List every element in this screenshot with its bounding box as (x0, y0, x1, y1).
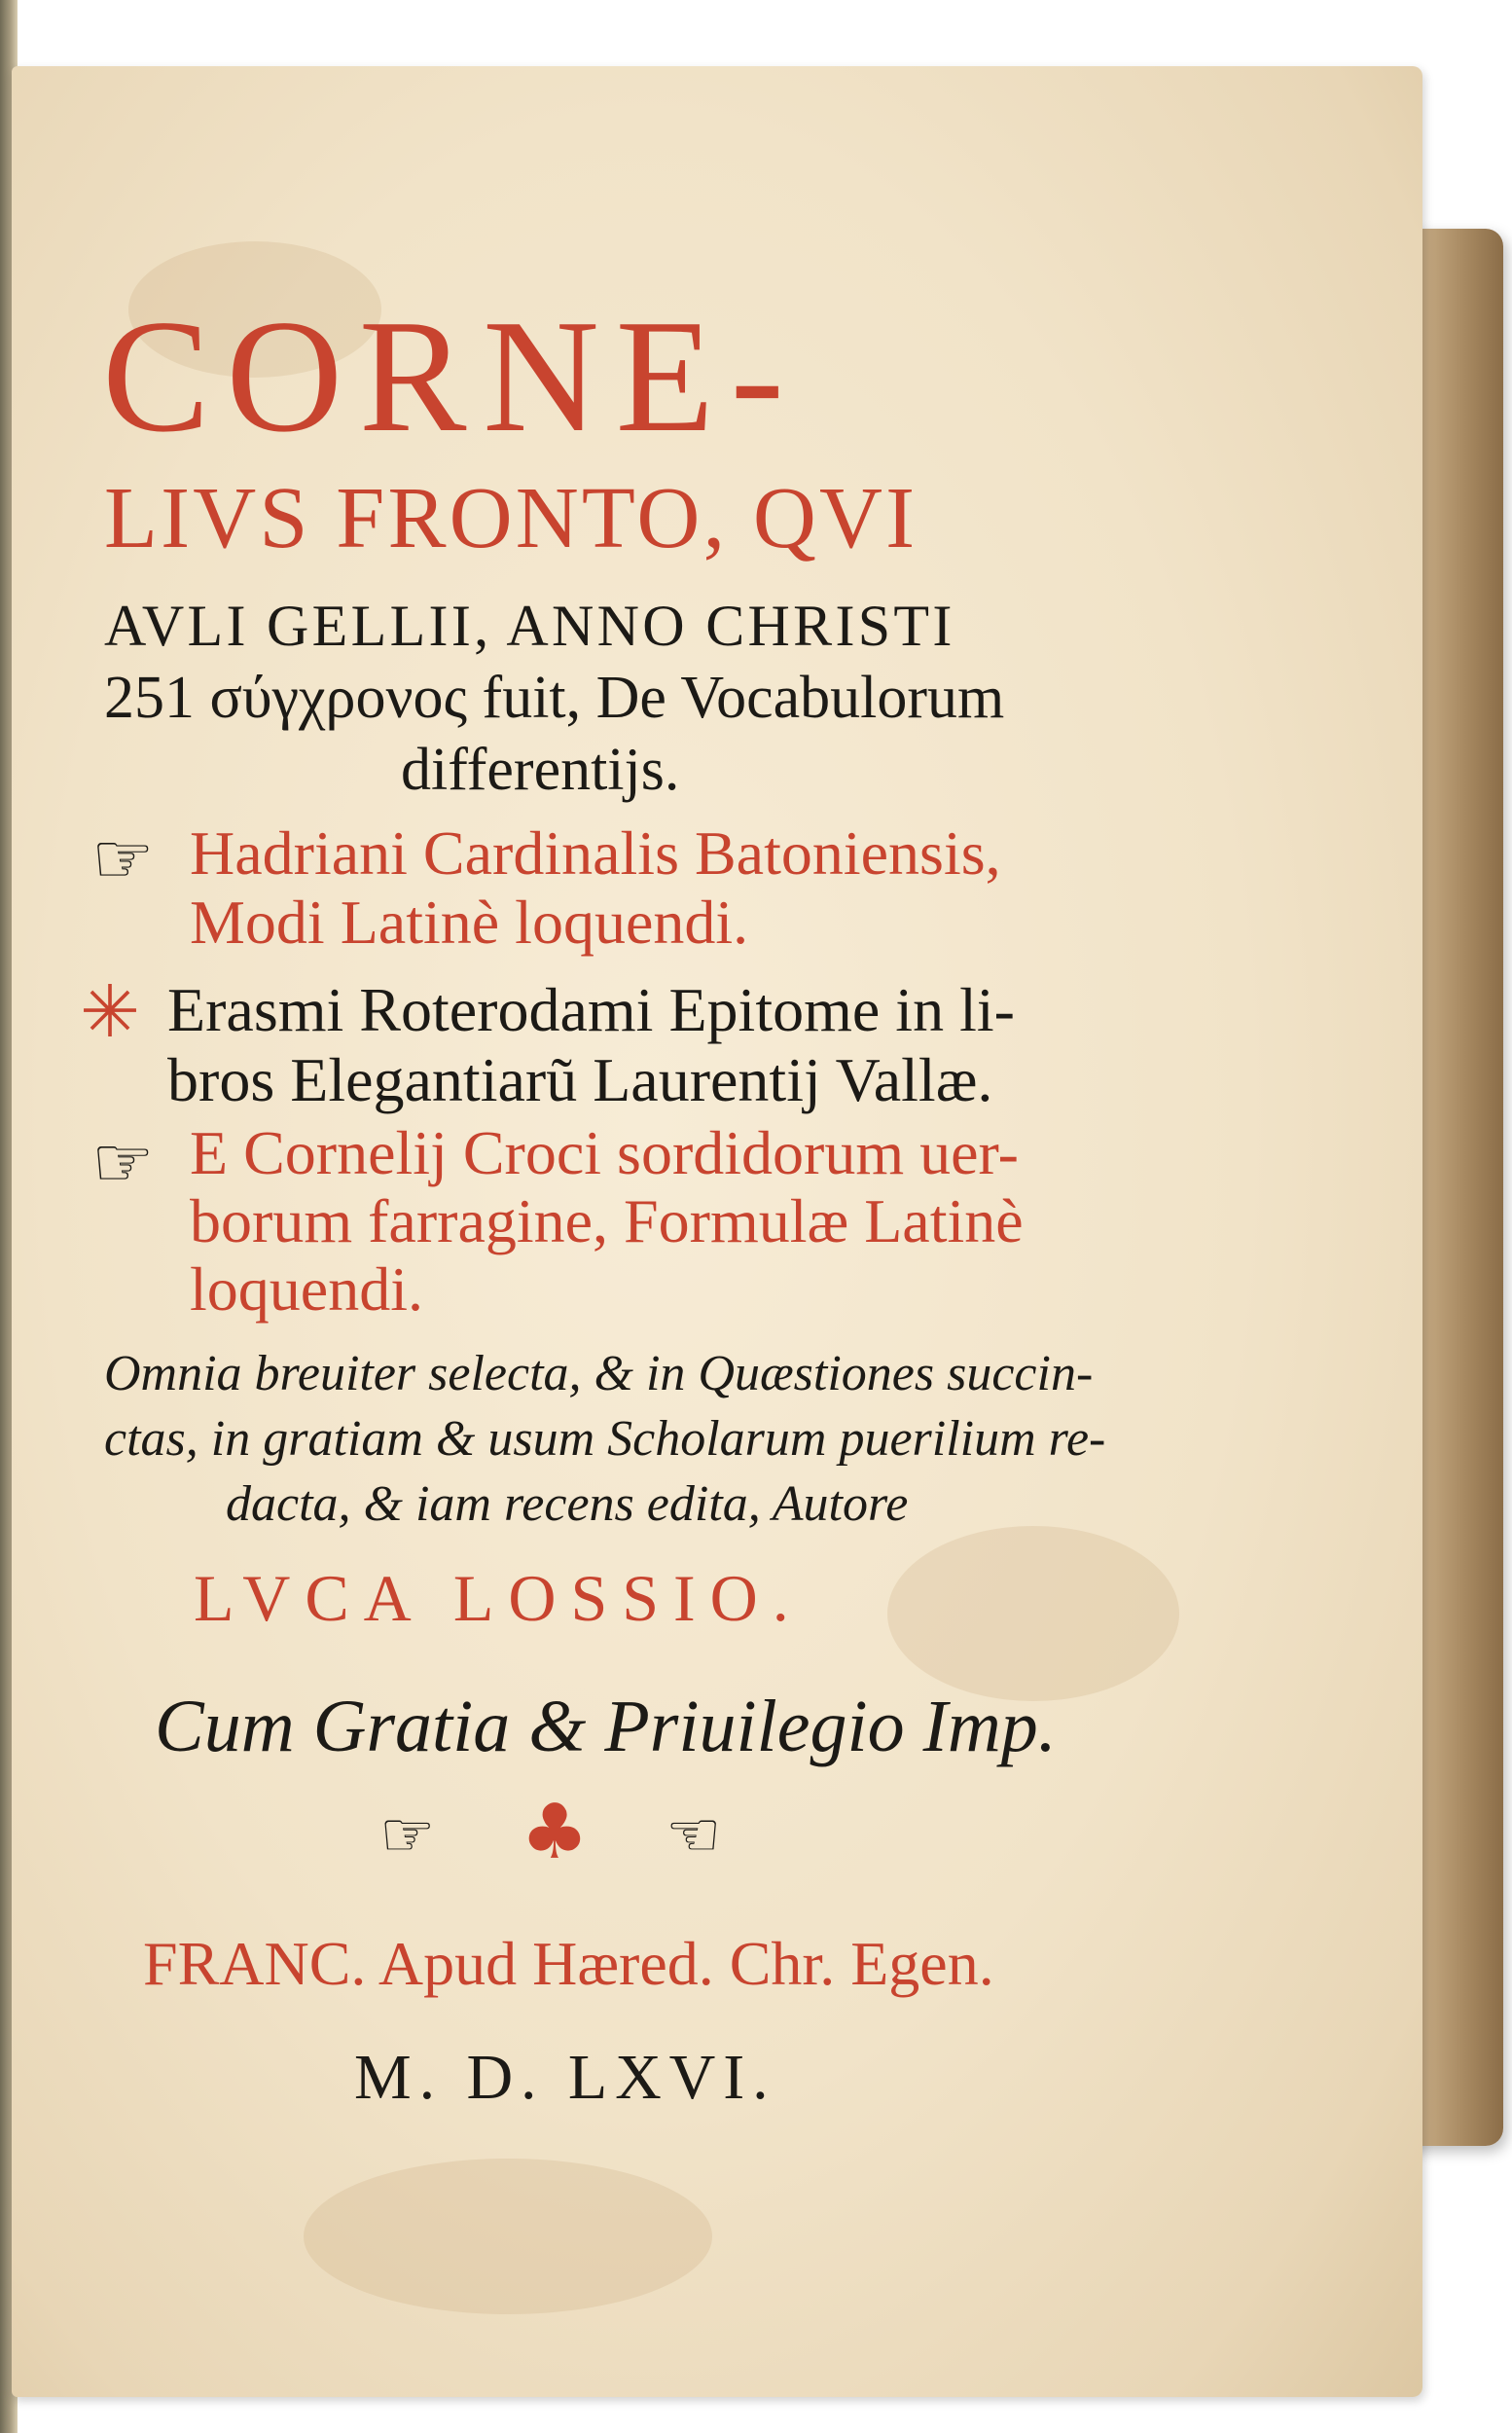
item3-line-3: loquendi. (190, 1254, 423, 1324)
pointing-hand-icon: ☞ (91, 817, 155, 899)
pointing-hand-icon: ☞ (91, 1121, 155, 1203)
title-line-4: 251 σύγχρονος fuit, De Vocabulorum (104, 665, 1005, 731)
title-line-2: LIVS FRONTO, QVI (104, 470, 918, 566)
asterisk-icon: ✳ (80, 970, 141, 1054)
author-name: LVCA LOSSIO. (194, 1561, 804, 1635)
item2-line-1: Erasmi Roterodami Epitome in li- (167, 975, 1015, 1044)
description-line-1: Omnia breuiter selecta, & in Quæstiones succin- (104, 1346, 1094, 1401)
publication-date: M. D. LXVI. (354, 2042, 776, 2113)
foxing-stain (304, 2159, 712, 2314)
imprint-line: FRANC. Apud Hæred. Chr. Egen. (143, 1929, 994, 1998)
pointing-hand-icon: ☞ (379, 1799, 436, 1871)
item1-line-1: Hadriani Cardinalis Batoniensis, (190, 818, 1001, 888)
club-ornament-icon: ♣ (521, 1789, 589, 1876)
title-line-5: differentijs. (401, 737, 680, 803)
title-line-1: CORNE- (102, 286, 801, 465)
foxing-stain (887, 1526, 1179, 1701)
item3-line-1: E Cornelij Croci sordidorum uer- (190, 1118, 1019, 1187)
pointing-hand-left-icon: ☜ (666, 1799, 722, 1871)
item3-line-2: borum farragine, Formulæ Latinè (190, 1186, 1024, 1255)
title-line-3: AVLI GELLII, ANNO CHRISTI (104, 594, 955, 658)
item2-line-2: bros Elegantiarũ Laurentij Vallæ. (167, 1045, 993, 1114)
item1-line-2: Modi Latinè loquendi. (190, 888, 749, 957)
description-line-3: dacta, & iam recens edita, Autore (226, 1476, 909, 1532)
title-page (12, 66, 1422, 2397)
description-line-2: ctas, in gratiam & usum Scholarum puerilium re- (104, 1411, 1106, 1467)
privilege-line: Cum Gratia & Priuilegio Imp. (155, 1686, 1057, 1767)
